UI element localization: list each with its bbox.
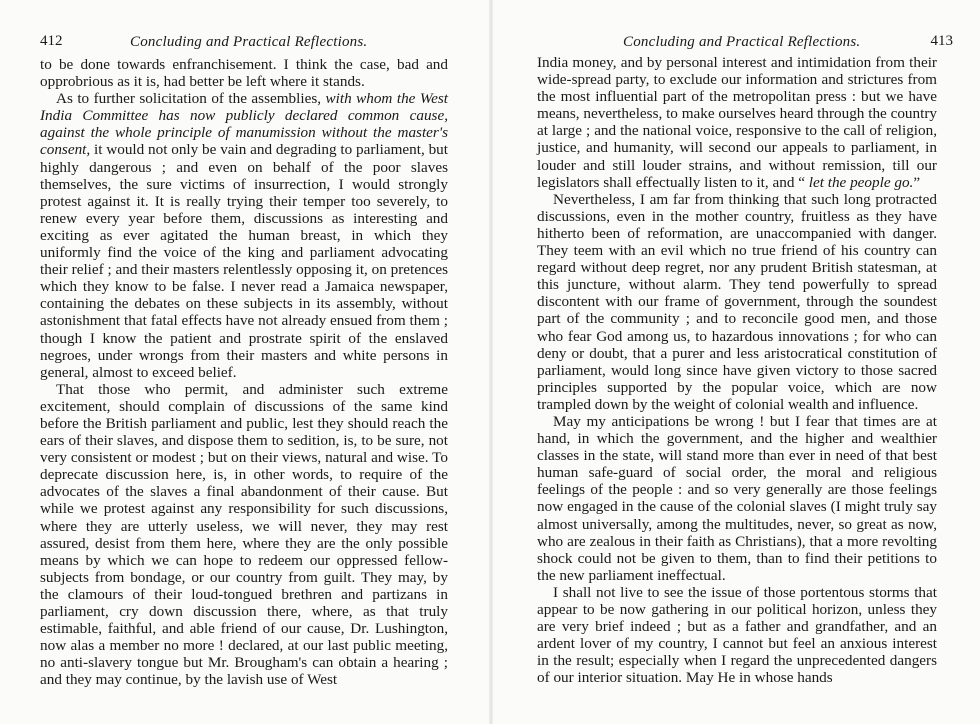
paragraph-italic-text: let the people go. xyxy=(808,173,914,191)
paragraph xyxy=(40,381,448,689)
right-page xyxy=(493,0,980,724)
paragraph-text: As to further solicitation of the assemblies, xyxy=(56,90,326,108)
paragraph-text: Nevertheless, I am far from thinking that such long protracted discussions, even in the mother country, fruitless as they have hitherto been of reformation, are unaccompanied with danger. They teem with an evil which no true friend of his country can regard without deep regret, nor any prudent British statesman, at this juncture, without alarm. They tend powerfully to spread discontent with our frame of government, through the soundest part of the community ; and to reconcile good men, and those who fear God among us, to hazardous innovations ; for who can deny or doubt, that a purer and less aristocratical constitution of parliament, would long since have given victory to those sacred principles supported by the popular voice, which are now trampled down by the weight of colonial wealth and influence. xyxy=(537,190,937,413)
paragraph-text: That those who permit, and administer such extreme excitement, should complain of discussions of the same kind before the British parliament and public, lest they should reach the ears of their slaves, and dispose them to sedition, is, to be sure, not very consistent or modest ; but on their views, natural and wise. To deprecate discussion here, is, in other words, to require of the advocates of the slaves a final abandonment of their cause. But while we protest against any responsibility for such discussions, where they are utterly useless, we will never, they may rest assured, desist from them here, where they are the only possible means by which we can hope to redeem our oppressed fellow-subjects from bondage, or our country from guilt. They may, by the clamours of their loud-tongued brethren and partizans in parliament, cry down discussion there, where, as that truly estimable, faithful, and able friend of our cause, Dr. Lushington, now alas a member no more ! declared, at our last public meeting, no anti-slavery tongue but Mr. Brougham's can obtain a hearing ; and they may continue, by the lavish use of West xyxy=(40,380,448,689)
paragraph-italic-text: with whom the West India Committee has now publicly declared common cause, against the whole principle of manumission without the master's consent, xyxy=(40,90,448,159)
left-running-header xyxy=(40,33,450,55)
paragraph-text: to be done towards enfranchisement. I think the case, bad and opprobrious as it is, had better be left where it stands. xyxy=(40,56,448,91)
right-running-head-title: Concluding and Practical Reflections. xyxy=(623,34,861,50)
paragraph-text: May my anticipations be wrong ! but I fear that times are at hand, in which the government, and the higher and wealthier classes in the state, will stand more than ever in need of that best human safe-guard of social order, the moral and religious feelings of the people : and so very generally are those feelings now engaged in the cause of the colonial slaves (I might truly say almost universally, among the multitudes, never, so great as now, who are zealous in their faith as Christians), that a more revolting shock could not be given to them, than to find their petitions to the new parliament ineffectual. xyxy=(537,412,937,584)
paragraph xyxy=(537,54,937,191)
right-page-body xyxy=(537,54,937,686)
paragraph xyxy=(537,191,937,413)
paragraph-text: India money, and by personal interest and intimidation from their wide-spread party, to exclude our information and strictures from the most influential part of the metropolitan press : but we have means, nevertheless, to make ourselves heard through the country at large ; and the national voice, responsive to the call of religion, justice, and humanity, will second our appeals to parliament, in louder and still louder strains, and without remission, till our legislators shall effectually listen to it, and “ xyxy=(537,54,937,191)
right-page-number: 413 xyxy=(930,33,953,49)
left-page-body xyxy=(40,56,448,688)
left-page-number: 412 xyxy=(40,33,63,49)
right-running-header xyxy=(533,33,953,55)
left-page xyxy=(0,0,489,724)
paragraph-text: I shall not live to see the issue of those portentous storms that appear to be now gathering in our political horizon, unless they are very brief indeed ; but as a father and grandfather, and an ardent lover of my country, I cannot but feel an anxious interest in the result; especially when I regard the unprecedented dangers of our interior situation. May He in whose hands xyxy=(537,583,937,687)
paragraph xyxy=(40,56,448,90)
paragraph xyxy=(537,413,937,584)
paragraph-text: ” xyxy=(913,173,921,191)
left-running-head-title: Concluding and Practical Reflections. xyxy=(130,34,368,50)
paragraph xyxy=(40,90,448,381)
paragraph-text: it would not only be vain and degrading to parliament, but highly dangerous ; and even on behalf of the poor slaves themselves, the sure victims of insurrection, I would strongly protest against it. It is really trying their temper too severely, to renew every year before them, discussions as interesting and exciting as ever agitated the human breast, in which they uniformly find the voice of the king and parliament advocating their relief ; and their masters relentlessly opposing it, on pretences which they know to be false. I never read a Jamaica newspaper, containing the debates on these subjects in its assembly, without astonishment that fatal effects have not already ensued from them ; though I know the patient and prostrate spirit of the enslaved negroes, under wrongs from their masters and white persons in general, almost to exceed belief. xyxy=(40,141,448,381)
paragraph xyxy=(537,584,937,687)
